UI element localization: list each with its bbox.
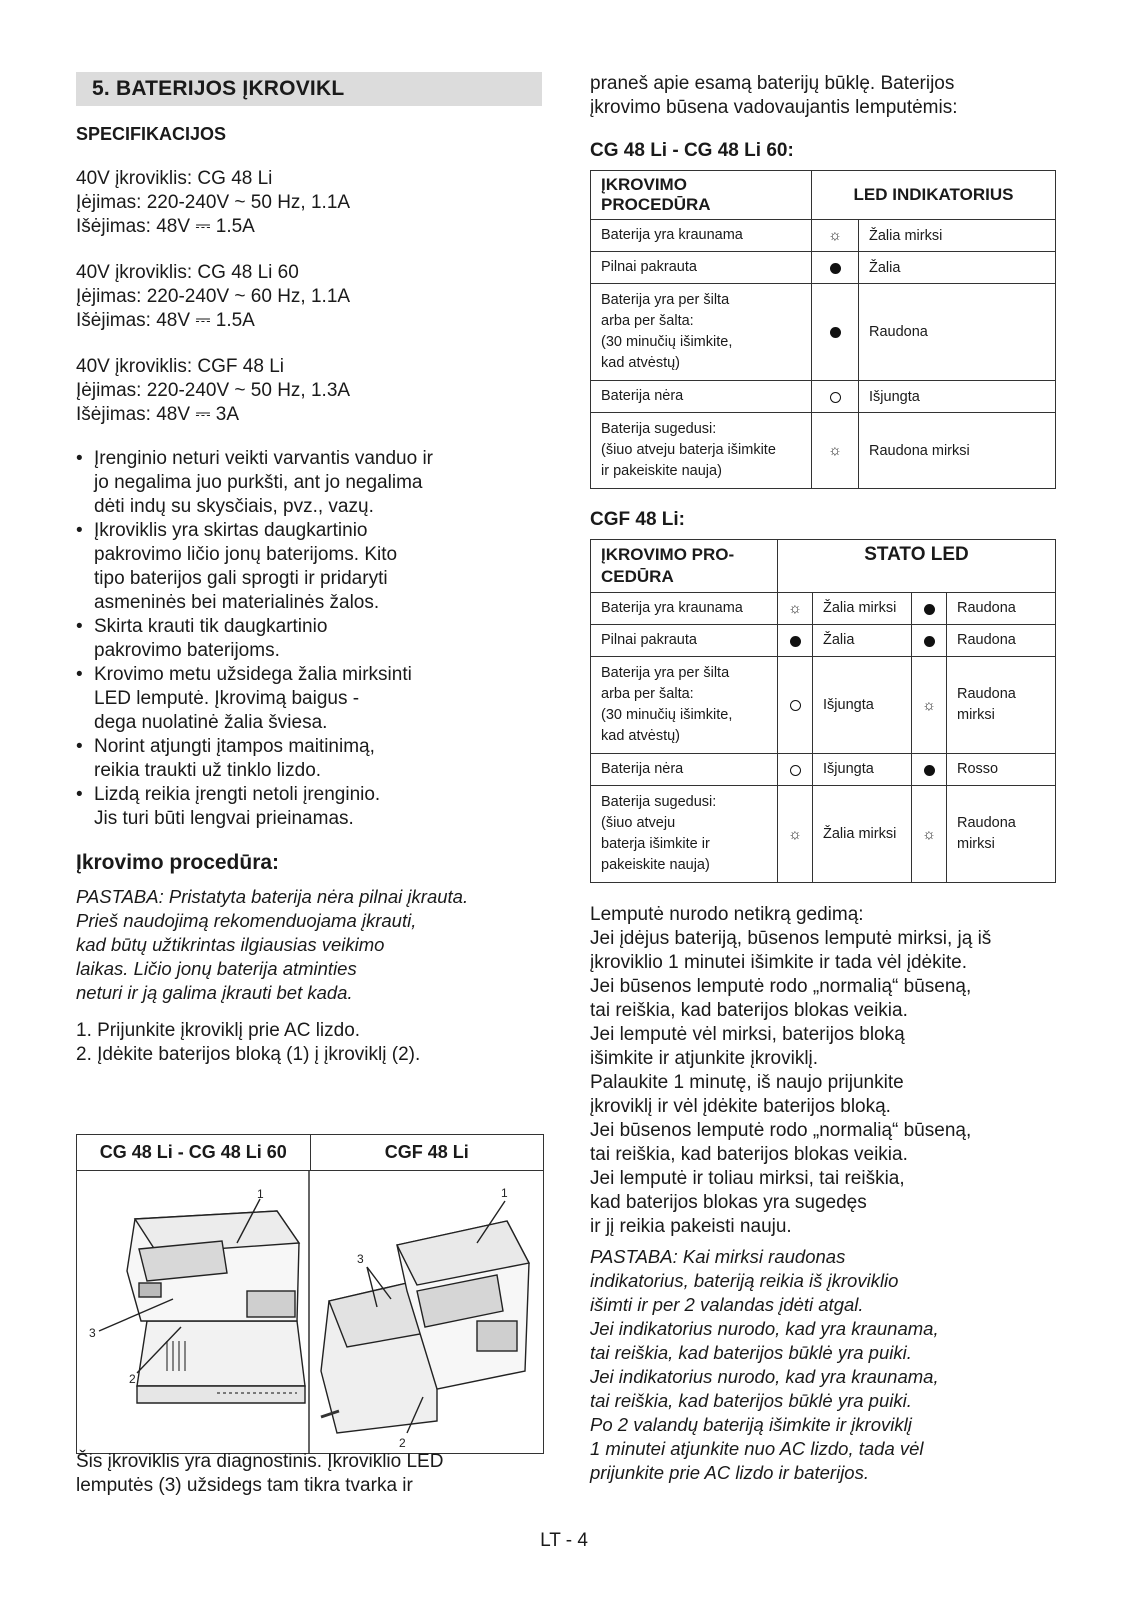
cell-line: Raudona [957,600,1016,616]
body-line: ir jį reikia pakeisti nauju. [590,1216,792,1237]
body-line: įkroviklį ir vėl įdėkite baterijos bloką. [590,1096,891,1117]
cell-line: (30 minučių išimkite, [601,334,733,350]
cell-line: Pilnai pakrauta [601,632,697,648]
cell-line: Raudona [957,815,1016,831]
cell-line: kad atvėstų) [601,728,680,744]
cell-line: Baterija yra per šilta [601,665,730,681]
spec-line: Išėjimas: 48V ⎓ 1.5A [76,310,255,331]
cell-line: Žalia mirksi [823,825,897,842]
table-row [591,413,1056,489]
cell-line: Žalia [823,632,855,648]
bullet-line: LED lemputė. Įkrovimą baigus - [94,688,360,709]
note-line: Po 2 valandų bateriją išimkite ir įkroviklį [590,1414,912,1435]
led-solid-icon [924,636,935,647]
body-line: tai reiškia, kad baterijos blokas veikia. [590,1144,908,1165]
cell-line: mirksi [957,707,995,723]
callout-1-right: 1 [501,1186,508,1200]
body-line: Jei įdėjus bateriją, būsenos lemputė mirksi, ją iš [590,928,992,949]
cell-line: Išjungta [823,761,874,777]
led-solid-icon [924,604,935,615]
table1-title: CG 48 Li - CG 48 Li 60: [590,140,794,161]
note-line: laikas. Ličio jonų baterija atminties [76,958,357,979]
note-line: tai reiškia, kad baterijos būklė yra puiki. [590,1390,912,1411]
bullet-item [76,447,542,519]
table-row [591,786,1056,883]
spec-line: Išėjimas: 48V ⎓ 1.5A [76,216,255,237]
caption-line: lemputės (3) užsidegs tam tikra tvarka ir [76,1475,413,1496]
cell-line: Rosso [957,761,999,777]
charger-illustration-table [76,1134,544,1454]
note-line: Jei indikatorius nurodo, kad yra kraunama, [590,1366,939,1387]
cell-line: pakeiskite nauja) [601,857,710,873]
cell-line: (30 minučių išimkite, [601,707,733,723]
led-off-icon [830,392,841,403]
step-line: 1. Prijunkite įkroviklį prie AC lizdo. [76,1020,361,1041]
note-line: 1 minutei atjunkite nuo AC lizdo, tada vėl [590,1438,924,1459]
cell-line: Baterija sugedusi: [601,794,717,810]
led-blinking-icon: ☼ [828,442,842,459]
cell-line: mirksi [957,836,995,852]
bullet-line: • Krovimo metu užsidega žalia mirksinti [94,664,412,685]
bullet-line: pakrovimo baterijoms. [94,640,280,661]
led-table-cgf48 [590,539,1056,883]
table1-header-procedure: ĮKROVIMO PROCEDŪRA [591,171,812,220]
bullet-item [76,663,542,735]
callout-2-left: 2 [129,1372,136,1386]
table-row [591,284,1056,381]
procedure-heading: Įkrovimo procedūra: [76,851,280,874]
spec-line: Įėjimas: 220-240V ~ 50 Hz, 1.3A [76,380,351,401]
cell-line: Baterija nėra [601,388,684,404]
table-row [591,220,1056,252]
table2-header-led: STATO LED [778,540,1056,593]
table-row [591,381,1056,413]
led-state: Žalia [859,252,1056,284]
bullet-line: Jis turi būti lengvai prieinamas. [94,808,354,829]
table-row [591,593,1056,625]
cell-line: (šiuo atveju baterja išimkite [601,442,776,458]
body-line: Lemputė nurodo netikrą gedimą: [590,904,864,925]
intro-line: įkrovimo būsena vadovaujantis lemputėmis: [590,97,958,118]
cell-line: Raudona [957,686,1016,702]
cell-line: Baterija nėra [601,761,684,777]
body-line: Jei būsenos lemputė rodo „normalią“ būseną, [590,976,972,997]
led-blinking-icon: ☼ [788,600,802,617]
intro-text [590,72,1056,120]
led-blinking-icon: ☼ [922,696,936,714]
led-state: Žalia mirksi [859,220,1056,252]
cell-line: kad atvėstų) [601,355,680,371]
cell-line: arba per šalta: [601,313,694,329]
led-blinking-icon: ☼ [788,825,802,843]
fault-explanation [590,903,1056,1239]
body-line: kad baterijos blokas yra sugedęs [590,1192,867,1213]
bullet-item [76,783,542,831]
delivery-note [76,885,542,1005]
section-title: 5. BATERIJOS ĮKROVIKL [76,72,542,106]
bullet-item [76,519,542,615]
bullet-line: jo negalima juo purkšti, ant jo negalima [94,472,423,493]
note-line: prijunkite prie AC lizdo ir baterijos. [590,1462,869,1483]
cgf48-charger-drawing [321,1221,529,1433]
led-state: Raudona mirksi [859,413,1056,489]
bullet-line: dega nuolatinė žalia šviesa. [94,712,328,733]
callout-2-right: 2 [399,1436,406,1450]
spec-line: Išėjimas: 48V ⎓ 3A [76,404,240,425]
led-off-icon [790,700,801,711]
bullet-line: reikia traukti už tinklo lizdo. [94,760,322,781]
cell-line: baterja išimkite ir [601,836,710,852]
note-line: neturi ir ją galima įkrauti bet kada. [76,982,353,1003]
table2-header-procedure: ĮKROVIMO PRO- CEDŪRA [591,540,778,593]
led-solid-icon [830,327,841,338]
red-indicator-note [590,1245,1056,1485]
body-line: tai reiškia, kad baterijos blokas veikia. [590,1000,908,1021]
bullet-line: • Įkroviklis yra skirtas daugkartinio [94,520,368,541]
bullet-line: • Lizdą reikia įrengti netoli įrenginio. [94,784,381,805]
callout-3-left: 3 [89,1326,96,1340]
body-line: įkroviklio 1 minutei išimkite ir tada vėl įdėkite. [590,952,967,973]
charger-illustrations [77,1171,543,1453]
cell-line: arba per šalta: [601,686,694,702]
body-line: Jei lemputė vėl mirksi, baterijos bloką [590,1024,905,1045]
body-line: išimkite ir atjunkite įkroviklį. [590,1048,819,1069]
note-line: išimti ir per 2 valandas įdėti atgal. [590,1294,864,1315]
led-solid-icon [790,636,801,647]
note-line: tai reiškia, kad baterijos būklė yra puiki. [590,1342,912,1363]
note-line: PASTABA: Pristatyta baterija nėra pilnai įkrauta. [76,886,469,907]
bullet-line: • Įrenginio neturi veikti varvantis vanduo ir [94,448,434,469]
bullet-item [76,615,542,663]
bullet-line: • Skirta krauti tik daugkartinio [94,616,328,637]
led-blinking-icon: ☼ [922,825,936,843]
cell-line: Baterija yra kraunama [601,227,743,243]
left-column [76,72,542,1496]
charger-drawings [77,1171,543,1453]
cell-line: (šiuo atveju [601,815,676,831]
spec-line: 40V įkroviklis: CG 48 Li [76,168,273,189]
caption-line: Šis įkroviklis yra diagnostinis. Įkroviklio LED [76,1451,444,1472]
led-solid-icon [924,765,935,776]
led-state: Raudona [859,284,1056,381]
diagnostic-caption [76,1450,542,1498]
led-table-cg48 [590,170,1056,489]
table-row [591,252,1056,284]
note-line: PASTABA: Kai mirksi raudonas [590,1246,846,1267]
cell-line: Raudona [957,632,1016,648]
cell-line: ir pakeiskite nauja) [601,463,722,479]
cell-line: Išjungta [823,696,874,713]
body-line: Jei būsenos lemputė rodo „normalią“ būseną, [590,1120,972,1141]
spec-block [76,261,542,333]
led-state: Išjungta [859,381,1056,413]
spec-line: Įėjimas: 220-240V ~ 50 Hz, 1.1A [76,192,351,213]
note-line: kad būtų užtikrintas ilgiausias veikimo [76,934,385,955]
bullet-item [76,735,542,783]
callout-3-right: 3 [357,1252,364,1266]
spec-block [76,355,542,427]
body-line: Palaukite 1 minutę, iš naujo prijunkite [590,1072,904,1093]
spec-line: Įėjimas: 220-240V ~ 60 Hz, 1.1A [76,286,351,307]
note-line: indikatorius, bateriją reikia iš įkroviklio [590,1270,899,1291]
safety-bullets [76,447,542,831]
note-line: Prieš naudojimą rekomenduojama įkrauti, [76,910,417,931]
table-row [591,657,1056,754]
step-line: 2. Įdėkite baterijos bloką (1) į įkroviklį (2). [76,1044,421,1065]
intro-line: praneš apie esamą baterijų būklę. Baterijos [590,73,955,94]
table1-header-led: LED INDIKATORIUS [812,171,1056,220]
cell-line: Baterija sugedusi: [601,421,717,437]
callout-1-left: 1 [257,1187,264,1201]
table2-title: CGF 48 Li: [590,509,686,530]
body-line: Jei lemputė ir toliau mirksi, tai reiškia, [590,1168,905,1189]
bullet-line: tipo baterijos gali sprogti ir pridaryti [94,568,388,589]
page-number: LT - 4 [540,1530,588,1551]
bullet-line: asmeninės bei materialinės žalos. [94,592,380,613]
spec-line: 40V įkroviklis: CGF 48 Li [76,356,285,377]
table-row [591,754,1056,786]
right-column [590,72,1056,1485]
spec-heading: SPECIFIKACIJOS [76,124,227,144]
spec-block [76,167,542,239]
cell-line: Baterija yra per šilta [601,292,730,308]
cell-line: Žalia mirksi [823,600,897,616]
image-header-cg48: CG 48 Li - CG 48 Li 60 [77,1135,311,1170]
table-row [591,625,1056,657]
cell-line: Baterija yra kraunama [601,600,743,616]
procedure-steps [76,1019,542,1067]
image-header-cgf48: CGF 48 Li [384,1142,469,1162]
note-line: Jei indikatorius nurodo, kad yra kraunama, [590,1318,939,1339]
spec-line: 40V įkroviklis: CG 48 Li 60 [76,262,299,283]
cell-line: Pilnai pakrauta [601,259,697,275]
led-off-icon [790,765,801,776]
led-solid-icon [830,263,841,274]
bullet-line: pakrovimo ličio jonų baterijoms. Kito [94,544,398,565]
bullet-line: • Norint atjungti įtampos maitinimą, [94,736,375,757]
bullet-line: dėti indų su skysčiais, pvz., vazų. [94,496,374,517]
led-blinking-icon: ☼ [828,227,842,244]
spec-list [76,167,542,427]
